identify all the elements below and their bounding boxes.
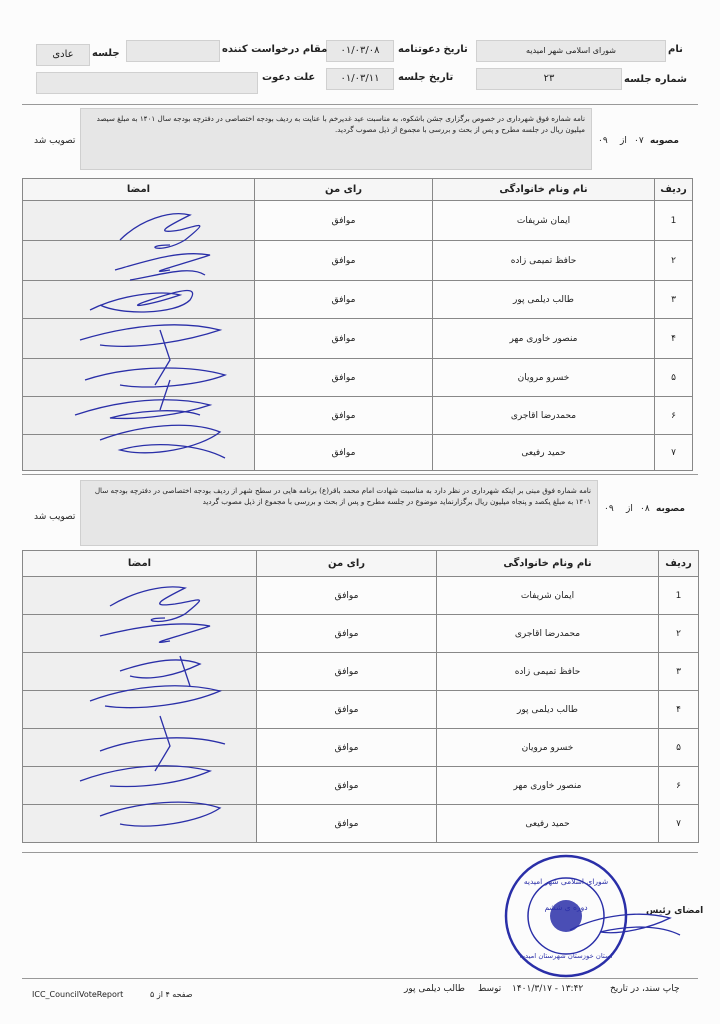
footer-print-date: ۱۴۰۱/۳/۱۷ - ۱۳:۴۲ [512, 984, 584, 994]
resolution-2-status: تصویب شد [34, 512, 76, 522]
row-number: ۶ [659, 767, 699, 805]
vote-cell: موافق [257, 729, 437, 767]
row-number: 1 [659, 577, 699, 615]
session-date-value: ۰۱/۰۳/۱۱ [340, 73, 380, 84]
header-vote: رای من [257, 551, 437, 577]
member-name: طالب دیلمی پور [437, 691, 659, 729]
row-number: ۷ [659, 805, 699, 843]
footer-printed: چاپ سند، در تاریخ [610, 984, 680, 994]
chairman-signature-label: امضای رئیس [646, 906, 704, 916]
requester-field [126, 40, 220, 62]
member-name: ایمان شریفات [433, 201, 655, 241]
session-no-value: ۲۳ [543, 73, 555, 84]
resolution-1-number: ۰۷ [634, 136, 644, 146]
member-name: حمید رفیعی [433, 435, 655, 471]
resolution-1-text: نامه شماره فوق شهرداری در خصوص برگزاری جشن باشکوه، به مناسبت عید غدیرخم با عنایت به ردیف بودجه اختصاصی در دفترچه بودجه سال ۱۴۰۱ به مبلغ سیصد میلیون ریال در جلسه مطرح و پس از بحث و بررسی با مجموع از ذیل مصوب گردید. [80, 108, 592, 170]
resolution-2-total: ۰۹ [604, 504, 614, 514]
stamp-middle: دوره ی ششم [544, 903, 588, 912]
row-number: ۷ [655, 435, 693, 471]
name-value: شورای اسلامی شهر امیدیه [526, 46, 616, 55]
vote-cell: موافق [255, 359, 433, 397]
resolution-2-label: مصوبه [656, 504, 685, 514]
resolution-1-label: مصوبه [650, 136, 679, 146]
resolution-1-total: ۰۹ [598, 136, 608, 146]
row-number: ۳ [655, 281, 693, 319]
vote-cell: موافق [255, 281, 433, 319]
session-no-label: شماره جلسه [624, 74, 687, 85]
stamp-top: شورای اسلامی شهر امیدیه [523, 877, 609, 886]
row-number: 1 [655, 201, 693, 241]
row-number: ۵ [659, 729, 699, 767]
resolution-2-number: ۰۸ [640, 504, 650, 514]
header-sign: امضا [23, 179, 255, 201]
member-name: حمید رفیعی [437, 805, 659, 843]
invite-date-label: تاریخ دعوتنامه [398, 44, 468, 55]
signatures-1 [60, 200, 260, 480]
footer-by-label: توسط [478, 984, 502, 994]
resolution-1-status: تصویب شد [34, 136, 76, 146]
header-row: ردیف [659, 551, 699, 577]
session-date-field [326, 68, 394, 90]
member-name: حافظ تمیمی زاده [437, 653, 659, 691]
footer-by-name: طالب دیلمی پور [404, 984, 465, 994]
vote-cell: موافق [257, 805, 437, 843]
row-number: ۲ [659, 615, 699, 653]
member-name: خسرو مرویان [433, 359, 655, 397]
member-name: منصور خاوری مهر [437, 767, 659, 805]
session-type-value: عادی [52, 49, 74, 60]
vote-cell: موافق [255, 201, 433, 241]
member-name: خسرو مرویان [437, 729, 659, 767]
requester-label: مقام درخواست کننده [222, 44, 328, 55]
header-vote: رای من [255, 179, 433, 201]
vote-cell: موافق [257, 767, 437, 805]
member-name: طالب دیلمی پور [433, 281, 655, 319]
invite-date-field [326, 40, 394, 62]
footer-page: صفحه ۴ از ۵ [150, 990, 193, 999]
member-name: منصور خاوری مهر [433, 319, 655, 359]
header-name: نام ونام خانوادگی [433, 179, 655, 201]
header-name: نام ونام خانوادگی [437, 551, 659, 577]
name-field [476, 40, 666, 62]
row-number: ۳ [659, 653, 699, 691]
session-date-label: تاریخ جلسه [398, 72, 454, 83]
session-type-field [36, 44, 90, 66]
signatures-2 [60, 576, 260, 846]
name-label: نام [668, 44, 683, 55]
row-number: ۲ [655, 241, 693, 281]
member-name: محمدرضا اقاجری [437, 615, 659, 653]
resolution-2-text: نامه شماره فوق مبنی بر اینکه شهرداری در نظر دارد به مناسبت شهادت امام محمد باقر(ع) برنامه هایی در سطح شهر از ردیف بودجه اختصاصی در دفترچه بودجه سال ۱۴۰۱ به مبلغ یکصد و پنجاه میلیون ریال برگزارنماید موضوع در جلسه مطرح و پس از بحث و بررسی با مجموع از ذیل مصوب گردید [80, 480, 598, 546]
stamp-bottom: استان خوزستان شهرستان امیدیه [519, 952, 613, 960]
vote-cell: موافق [257, 691, 437, 729]
footer-report-id: ICC_CouncilVoteReport [32, 990, 124, 999]
invite-date-value: ۰۱/۰۳/۰۸ [340, 45, 380, 56]
vote-cell: موافق [257, 653, 437, 691]
resolution-1-of: از [620, 136, 627, 146]
invite-reason-label: علت دعوت [262, 72, 316, 83]
session-no-field [476, 68, 622, 90]
row-number: ۶ [655, 397, 693, 435]
row-number: ۴ [655, 319, 693, 359]
member-name: حافظ تمیمی زاده [433, 241, 655, 281]
resolution-2-of: از [626, 504, 633, 514]
row-number: ۴ [659, 691, 699, 729]
header-sign: امضا [23, 551, 257, 577]
row-number: ۵ [655, 359, 693, 397]
vote-cell: موافق [257, 577, 437, 615]
session-label: جلسه [92, 48, 120, 59]
member-name: محمدرضا اقاجری [433, 397, 655, 435]
vote-cell: موافق [255, 241, 433, 281]
vote-cell: موافق [255, 397, 433, 435]
chairman-signature [560, 900, 690, 950]
vote-cell: موافق [255, 319, 433, 359]
invite-reason-field [36, 72, 258, 94]
vote-cell: موافق [257, 615, 437, 653]
vote-cell: موافق [255, 435, 433, 471]
member-name: ایمان شریفات [437, 577, 659, 615]
header-row: ردیف [655, 179, 693, 201]
